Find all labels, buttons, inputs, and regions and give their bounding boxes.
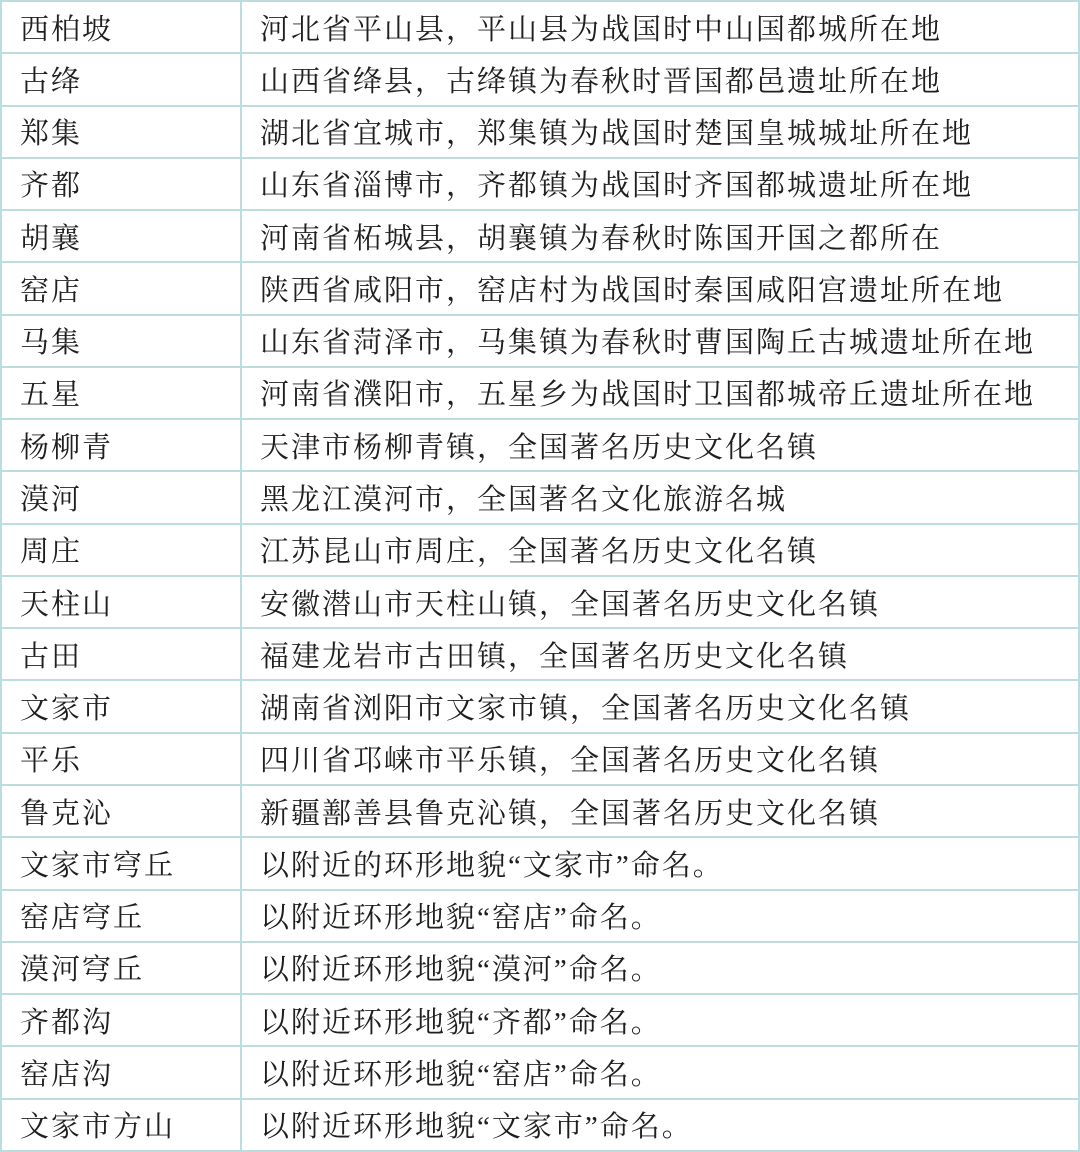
feature-description-cell: 以附近环形地貌“齐都”命名。	[241, 994, 1079, 1046]
feature-description-cell: 安徽潜山市天柱山镇，全国著名历史文化名镇	[241, 576, 1079, 628]
feature-name-cell: 漠河穹丘	[1, 942, 241, 994]
feature-description-cell: 河南省柘城县，胡襄镇为春秋时陈国开国之都所在	[241, 210, 1079, 262]
feature-description-cell: 河南省濮阳市，五星乡为战国时卫国都城帝丘遗址所在地	[241, 367, 1079, 419]
feature-description-cell: 山西省绛县，古绛镇为春秋时晋国都邑遗址所在地	[241, 53, 1079, 105]
table-row	[1, 262, 1079, 314]
feature-name-cell: 齐都	[1, 158, 241, 210]
feature-name-cell: 鲁克沁	[1, 785, 241, 837]
feature-name-cell: 齐都沟	[1, 994, 241, 1046]
feature-name-cell: 文家市	[1, 680, 241, 732]
table-row	[1, 942, 1079, 994]
feature-description-cell: 天津市杨柳青镇，全国著名历史文化名镇	[241, 419, 1079, 471]
feature-description-cell: 陕西省咸阳市，窑店村为战国时秦国咸阳宫遗址所在地	[241, 262, 1079, 314]
table-row	[1, 785, 1079, 837]
feature-name-cell: 窑店穹丘	[1, 890, 241, 942]
table-row	[1, 890, 1079, 942]
feature-name-cell: 窑店	[1, 262, 241, 314]
feature-name-cell: 杨柳青	[1, 419, 241, 471]
table-row	[1, 680, 1079, 732]
feature-description-cell: 山东省淄博市，齐都镇为战国时齐国都城遗址所在地	[241, 158, 1079, 210]
feature-name-cell: 窑店沟	[1, 1046, 241, 1098]
feature-name-cell: 文家市方山	[1, 1099, 241, 1151]
feature-description-cell: 黑龙江漠河市，全国著名文化旅游名城	[241, 471, 1079, 523]
table-row	[1, 367, 1079, 419]
feature-name-cell: 古田	[1, 628, 241, 680]
feature-description-cell: 湖北省宜城市，郑集镇为战国时楚国皇城城址所在地	[241, 106, 1079, 158]
feature-name-cell: 西柏坡	[1, 1, 241, 53]
feature-name-cell: 胡襄	[1, 210, 241, 262]
feature-name-cell: 漠河	[1, 471, 241, 523]
table-row	[1, 733, 1079, 785]
feature-description-cell: 以附近环形地貌“窑店”命名。	[241, 890, 1079, 942]
feature-description-cell: 山东省菏泽市，马集镇为春秋时曹国陶丘古城遗址所在地	[241, 315, 1079, 367]
feature-description-cell: 湖南省浏阳市文家市镇，全国著名历史文化名镇	[241, 680, 1079, 732]
table-row	[1, 1099, 1079, 1151]
table-row	[1, 628, 1079, 680]
feature-name-cell: 天柱山	[1, 576, 241, 628]
feature-name-cell: 文家市穹丘	[1, 837, 241, 889]
feature-name-cell: 古绛	[1, 53, 241, 105]
table-row	[1, 419, 1079, 471]
table-row	[1, 53, 1079, 105]
feature-description-cell: 江苏昆山市周庄，全国著名历史文化名镇	[241, 524, 1079, 576]
table-row	[1, 315, 1079, 367]
table-row	[1, 210, 1079, 262]
table-row	[1, 471, 1079, 523]
table-row	[1, 576, 1079, 628]
feature-name-cell: 平乐	[1, 733, 241, 785]
table-row	[1, 524, 1079, 576]
feature-name-cell: 五星	[1, 367, 241, 419]
feature-description-cell: 河北省平山县，平山县为战国时中山国都城所在地	[241, 1, 1079, 53]
feature-description-cell: 福建龙岩市古田镇，全国著名历史文化名镇	[241, 628, 1079, 680]
feature-description-cell: 四川省邛崃市平乐镇，全国著名历史文化名镇	[241, 733, 1079, 785]
feature-name-cell: 马集	[1, 315, 241, 367]
feature-description-cell: 以附近环形地貌“窑店”命名。	[241, 1046, 1079, 1098]
table-body	[1, 1, 1079, 1151]
table-row	[1, 1046, 1079, 1098]
table-row	[1, 158, 1079, 210]
feature-description-cell: 新疆鄯善县鲁克沁镇，全国著名历史文化名镇	[241, 785, 1079, 837]
feature-description-cell: 以附近环形地貌“文家市”命名。	[241, 1099, 1079, 1151]
table-row	[1, 837, 1079, 889]
feature-description-cell: 以附近的环形地貌“文家市”命名。	[241, 837, 1079, 889]
table-row	[1, 994, 1079, 1046]
table-row	[1, 1, 1079, 53]
feature-name-cell: 郑集	[1, 106, 241, 158]
feature-name-cell: 周庄	[1, 524, 241, 576]
table-row	[1, 106, 1079, 158]
feature-description-cell: 以附近环形地貌“漠河”命名。	[241, 942, 1079, 994]
